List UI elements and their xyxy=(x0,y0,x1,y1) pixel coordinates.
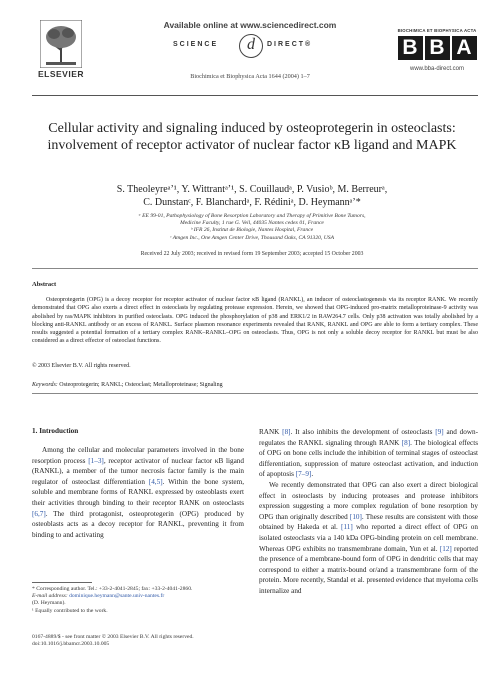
publication-info xyxy=(32,634,272,649)
text-run: who reported a direct effect of OPG on isolated osteoclasts via a 140 kDa OPG-binding protein on cell membrane. Whereas OPG exhibits no transmembrane domain, Yun et al. xyxy=(259,523,478,553)
left-column xyxy=(32,427,244,540)
author-list xyxy=(40,183,464,209)
journal-citation: Biochimica et Biophysica Acta 1644 (2004) 1–7 xyxy=(190,73,310,80)
reference-link[interactable]: [8] xyxy=(401,438,411,447)
affiliation-b: ᵇ IFR 26, Institut de Biologie, Nantes Hospital, France xyxy=(190,227,314,234)
keywords xyxy=(32,382,223,388)
authors-line-1: S. Theoleyreᵃʼ¹, Y. Wittrantᵃʼ¹, S. Couillaudᵃ, P. Vusioᵇ, M. Berreurᵃ, xyxy=(116,184,388,195)
abstract-top-divider xyxy=(32,268,478,269)
abstract-text: Osteoprotegerin (OPG) is a decoy receptor for receptor activator of nuclear factor κB ligand (RANKL), an inducer of osteoclastogenesis via its receptor RANK. We recently demonstrated that OPG also exerts a direct effect in osteoclasts by regulating protease expression. Herein, we showed that OPG-induced pro-matrix metalloproteinase-9 activity was abolished by ras/MAPK inhibitors in purified osteoclasts. OPG induced the phosphorylation of p38 and ERK1/2 in RAW264.7 cells. Only p38 activation was totally abolished by a blocking anti-RANKL antibody or an excess of RANKL. Surface plasmon resonance experiments revealed that RANK, RANKL and OPG are able to form a tertiary complex. These results suggested a potential formation of a tertiary complex RANK–RANKL–OPG on osteoclasts. Thus, OPG is not only a soluble decoy receptor for RANKL but must be also considered as a direct effector of osteoclast functions. xyxy=(32,297,478,345)
text-run: We recently demonstrated that OPG can also exert a direct biological effect in osteoclasts by inducing proteases and protease inhibitors expression suggesting a more complex regulation of bone resorption by OPG than originally described xyxy=(259,480,478,521)
reference-link[interactable]: [6,7] xyxy=(32,509,46,518)
text-run: and down-regulates the RANKL signaling through RANK xyxy=(259,428,479,447)
email-owner: (D. Heymann). xyxy=(32,600,66,607)
keywords-list: Osteoprotegerin; RANKL; Osteoclast; Metalloproteinase; Signaling xyxy=(59,382,223,388)
reference-link[interactable]: [1–3] xyxy=(88,456,104,465)
bba-logo-block xyxy=(396,28,478,72)
publisher-name: ELSEVIER xyxy=(37,69,85,79)
sciencedirect-right-word: DIRECT® xyxy=(267,41,313,48)
reference-link[interactable]: [8] xyxy=(282,428,291,436)
authors-line-2: C. Dunstanᶜ, F. Blanchardᵃ, F. Rédiniᵃ, D. Heymannᵃʼ* xyxy=(143,197,361,208)
intro-paragraph-2 xyxy=(259,480,478,597)
reference-link[interactable]: [9] xyxy=(435,428,444,436)
sciencedirect-left-word: SCIENCE xyxy=(173,41,219,48)
text-run: reported the presence of a membrane-bound form of OPG in dendritic cells that may correspond to either a matrix-bound or/and a transmembrane form of the protein. More recently, Standal et al. presented evidence that myeloma cells internalize and xyxy=(259,544,479,595)
header-divider xyxy=(32,95,478,96)
equal-contribution-note: ¹ Equally contributed to the work. xyxy=(32,607,108,614)
corresponding-author-note: * Corresponding author. Tel.: +33-2-4041-2845; fax: +33-2-4041-2860. xyxy=(32,586,193,592)
abstract-heading: Abstract xyxy=(32,281,57,288)
text-run: . xyxy=(311,470,314,479)
text-run: RANK xyxy=(259,428,283,436)
affiliation-a-line-2: Medicine Faculty, 1 rue G. Veil, 44035 Nantes cedex 01, France xyxy=(180,220,324,227)
bba-caption: BIOCHIMICA ET BIOPHYSICA ACTA xyxy=(397,28,477,33)
footnote-divider xyxy=(32,582,92,583)
text-run: Among the cellular and molecular parameters involved in the bone resorption process xyxy=(32,446,244,465)
text-run: . Within the bone system, soluble and membrane forms of RANKL expressed by osteoblasts exert their activities through binding to their receptor RANK on osteoclasts xyxy=(32,477,244,507)
bba-url[interactable]: www.bba-direct.com xyxy=(409,66,465,72)
bba-letter-1: B xyxy=(398,36,423,60)
elsevier-logo xyxy=(26,20,96,80)
received-dates: Received 22 July 2003; received in revised form 19 September 2003; accepted 15 October 2003 xyxy=(140,251,364,257)
bba-letter-3: A xyxy=(452,36,477,60)
reference-link[interactable]: [4,5] xyxy=(148,477,163,486)
text-run: . The third protagonist, osteoprotegerin (OPG) produced by osteoblasts acts as a decoy receptor for RANKL, preventing it from binding to and activating xyxy=(32,509,244,539)
sciencedirect-d-icon: d xyxy=(239,34,263,58)
affiliation-c: ᶜ Amgen Inc., One Amgen Center Drive, Thousand Oaks, CA 91320, USA xyxy=(170,234,334,241)
doi-line[interactable]: doi:10.1016/j.bbamcr.2003.10.005 xyxy=(32,641,110,648)
sciencedirect-logo xyxy=(165,33,335,59)
text-run: , receptor activator of nuclear factor κB ligand (RANKL), a member of the tumor necrosis factor family is the main regulator of osteoclast differentiation xyxy=(32,456,244,486)
reference-link[interactable]: [11] xyxy=(341,523,353,532)
available-online-text[interactable]: Available online at www.sciencedirect.com xyxy=(163,20,337,30)
affiliations xyxy=(60,213,444,242)
reference-link[interactable]: [7–9] xyxy=(295,470,312,479)
issn-line: 0167-4889/$ - see front matter © 2003 Elsevier B.V. All rights reserved. xyxy=(32,634,194,640)
right-column xyxy=(259,427,478,597)
intro-paragraph-1 xyxy=(32,445,244,540)
bba-letter-2: B xyxy=(425,36,450,60)
article-title: Cellular activity and signaling induced by osteoprotegerin in osteoclasts: involvement of receptor activator of nuclear factor κB ligand and MAPK xyxy=(47,121,457,153)
footnotes xyxy=(32,586,244,615)
email-label: E-mail address: xyxy=(32,593,68,600)
elsevier-tree-icon xyxy=(40,20,82,68)
affiliation-a-line-1: ᵃ EE 99-01, Pathophysiology of Bone Resorption Laboratory and Therapy of Primitive Bone Tumors, xyxy=(138,213,366,219)
reference-link[interactable]: [12] xyxy=(439,544,452,553)
reference-link[interactable]: [10] xyxy=(349,512,362,521)
section-heading-introduction: 1. Introduction xyxy=(32,427,79,435)
text-run: . It also inhibits the development of osteoclasts xyxy=(290,428,436,436)
journal-header xyxy=(150,20,350,80)
abstract-copyright: © 2003 Elsevier B.V. All rights reserved. xyxy=(32,363,131,369)
email-link[interactable]: dominique.heymann@sante.univ-nantes.fr xyxy=(67,593,165,600)
intro-paragraph-1-continued xyxy=(259,427,478,480)
text-run: . These results are consistent with those obtained by Hakeda et al. xyxy=(259,512,478,532)
bba-logo xyxy=(396,36,478,60)
abstract-bottom-divider xyxy=(32,393,478,394)
text-run: . The biological effects of OPG on bone cells include the inhibition of terminal stages of osteoclast differentiation, suppression of mature osteoclast activation, and induction of apoptosis xyxy=(259,438,478,479)
keywords-label: Keywords: xyxy=(32,382,58,388)
